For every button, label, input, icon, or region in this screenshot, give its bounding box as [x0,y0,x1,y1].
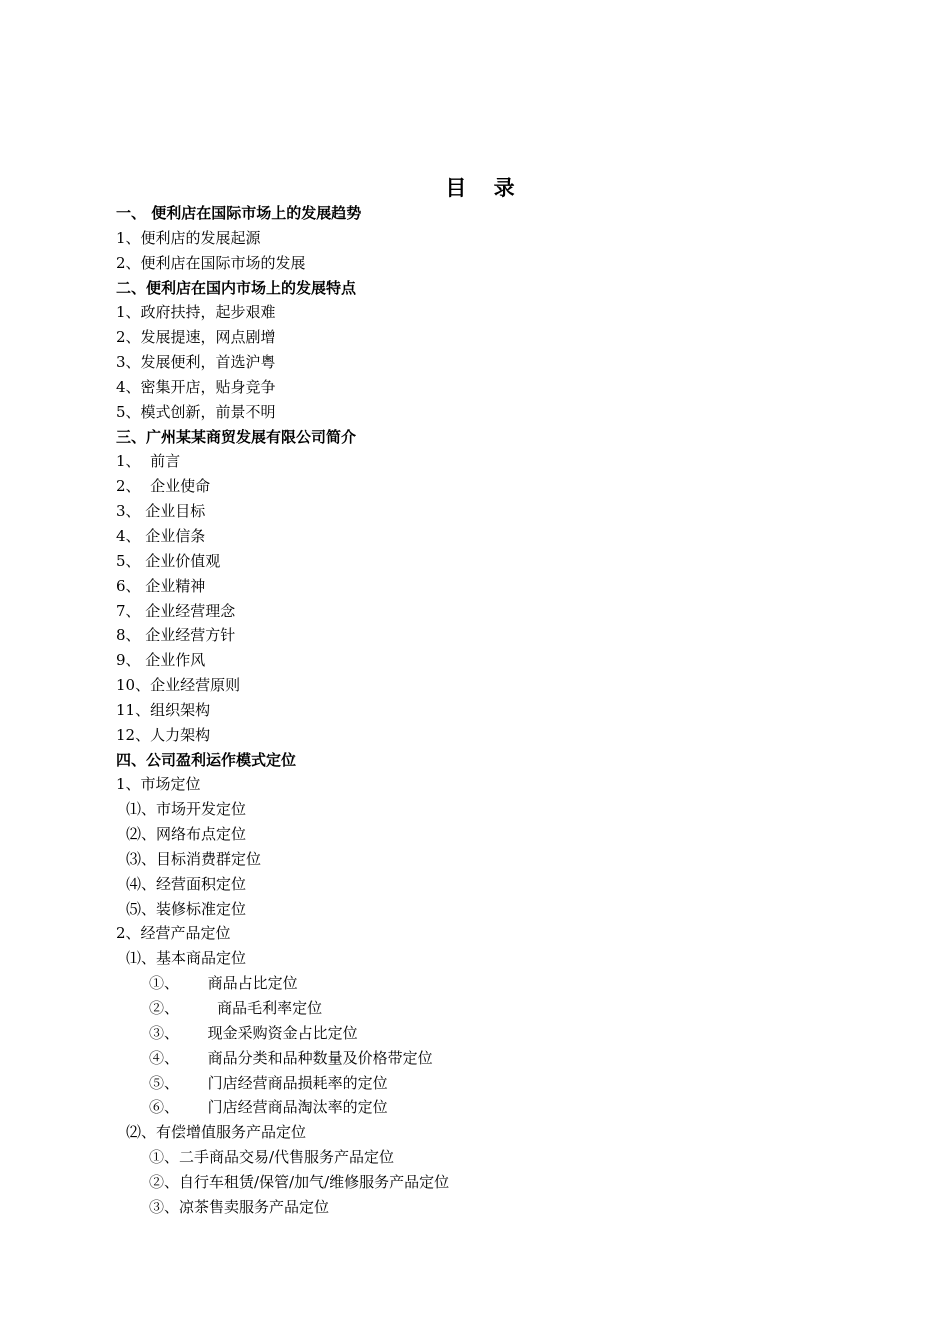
toc-section-heading: 三、广州某某商贸发展有限公司简介 [116,427,357,446]
toc-subsubentry: ⑤、 门店经营商品损耗率的定位 [149,1073,388,1092]
toc-entry: 3、 企业目标 [116,502,206,521]
toc-section-heading: 一、 便利店在国际市场上的发展趋势 [116,204,362,222]
toc-entry: 3、发展便利，首选沪粤 [116,353,276,372]
toc-subsubentry: ③、凉茶售卖服务产品定位 [149,1197,330,1216]
toc-subentry: ⑶、目标消费群定位 [126,849,262,868]
toc-entry: 2、经营产品定位 [116,924,231,943]
toc-entry: 4、 企业信条 [116,526,206,545]
toc-entry: 1、政府扶持，起步艰难 [116,303,276,322]
toc-entry: 2、便利店在国际市场的发展 [116,253,306,272]
toc-title: 目 录 [445,175,525,200]
toc-entry: 1、便利店的发展起源 [116,228,261,247]
toc-list [116,201,449,1220]
toc-entry: 4、密集开店，贴身竞争 [116,377,276,396]
toc-subsubentry: ②、自行车租赁/保管/加气/维修服务产品定位 [149,1172,450,1191]
toc-entry: 11、组织架构 [116,700,211,719]
toc-entry: 10、企业经营原则 [116,676,241,695]
toc-entry: 1、市场定位 [116,775,201,794]
toc-subsubentry: ①、二手商品交易/代售服务产品定位 [149,1148,395,1167]
toc-entry: 7、 企业经营理念 [116,601,236,620]
toc-entry: 5、 企业价值观 [116,551,221,570]
toc-entry: 5、模式创新，前景不明 [116,402,276,421]
toc-subentry: ⑵、网络布点定位 [126,825,247,844]
toc-entry: 8、 企业经营方针 [116,626,236,645]
toc-subsubentry: ②、 商品毛利率定位 [149,999,323,1017]
toc-subsubentry: ①、 商品占比定位 [149,974,298,993]
toc-entry: 9、 企业作风 [116,651,206,670]
toc-subentry: ⑷、经营面积定位 [126,874,247,893]
toc-subsubentry: ③、 现金采购资金占比定位 [149,1023,358,1042]
toc-section-heading: 四、公司盈利运作模式定位 [116,750,297,769]
toc-entry: 12、人力架构 [116,725,211,744]
toc-entry: 1、 前言 [116,452,181,471]
toc-subentry: ⑴、市场开发定位 [126,800,247,819]
toc-entry: 2、 企业使命 [116,477,211,496]
toc-subentry: ⑸、装修标准定位 [126,899,247,918]
toc-subentry: ⑵、有偿增值服务产品定位 [126,1123,307,1142]
toc-subsubentry: ④、 商品分类和品种数量及价格带定位 [149,1048,433,1067]
toc-entry: 6、 企业精神 [116,576,206,595]
toc-subentry: ⑴、基本商品定位 [126,949,247,968]
toc-section-heading: 二、便利店在国内市场上的发展特点 [116,278,357,297]
toc-subsubentry: ⑥、 门店经营商品淘汰率的定位 [149,1098,388,1117]
toc-entry: 2、发展提速，网点剧增 [116,328,276,347]
